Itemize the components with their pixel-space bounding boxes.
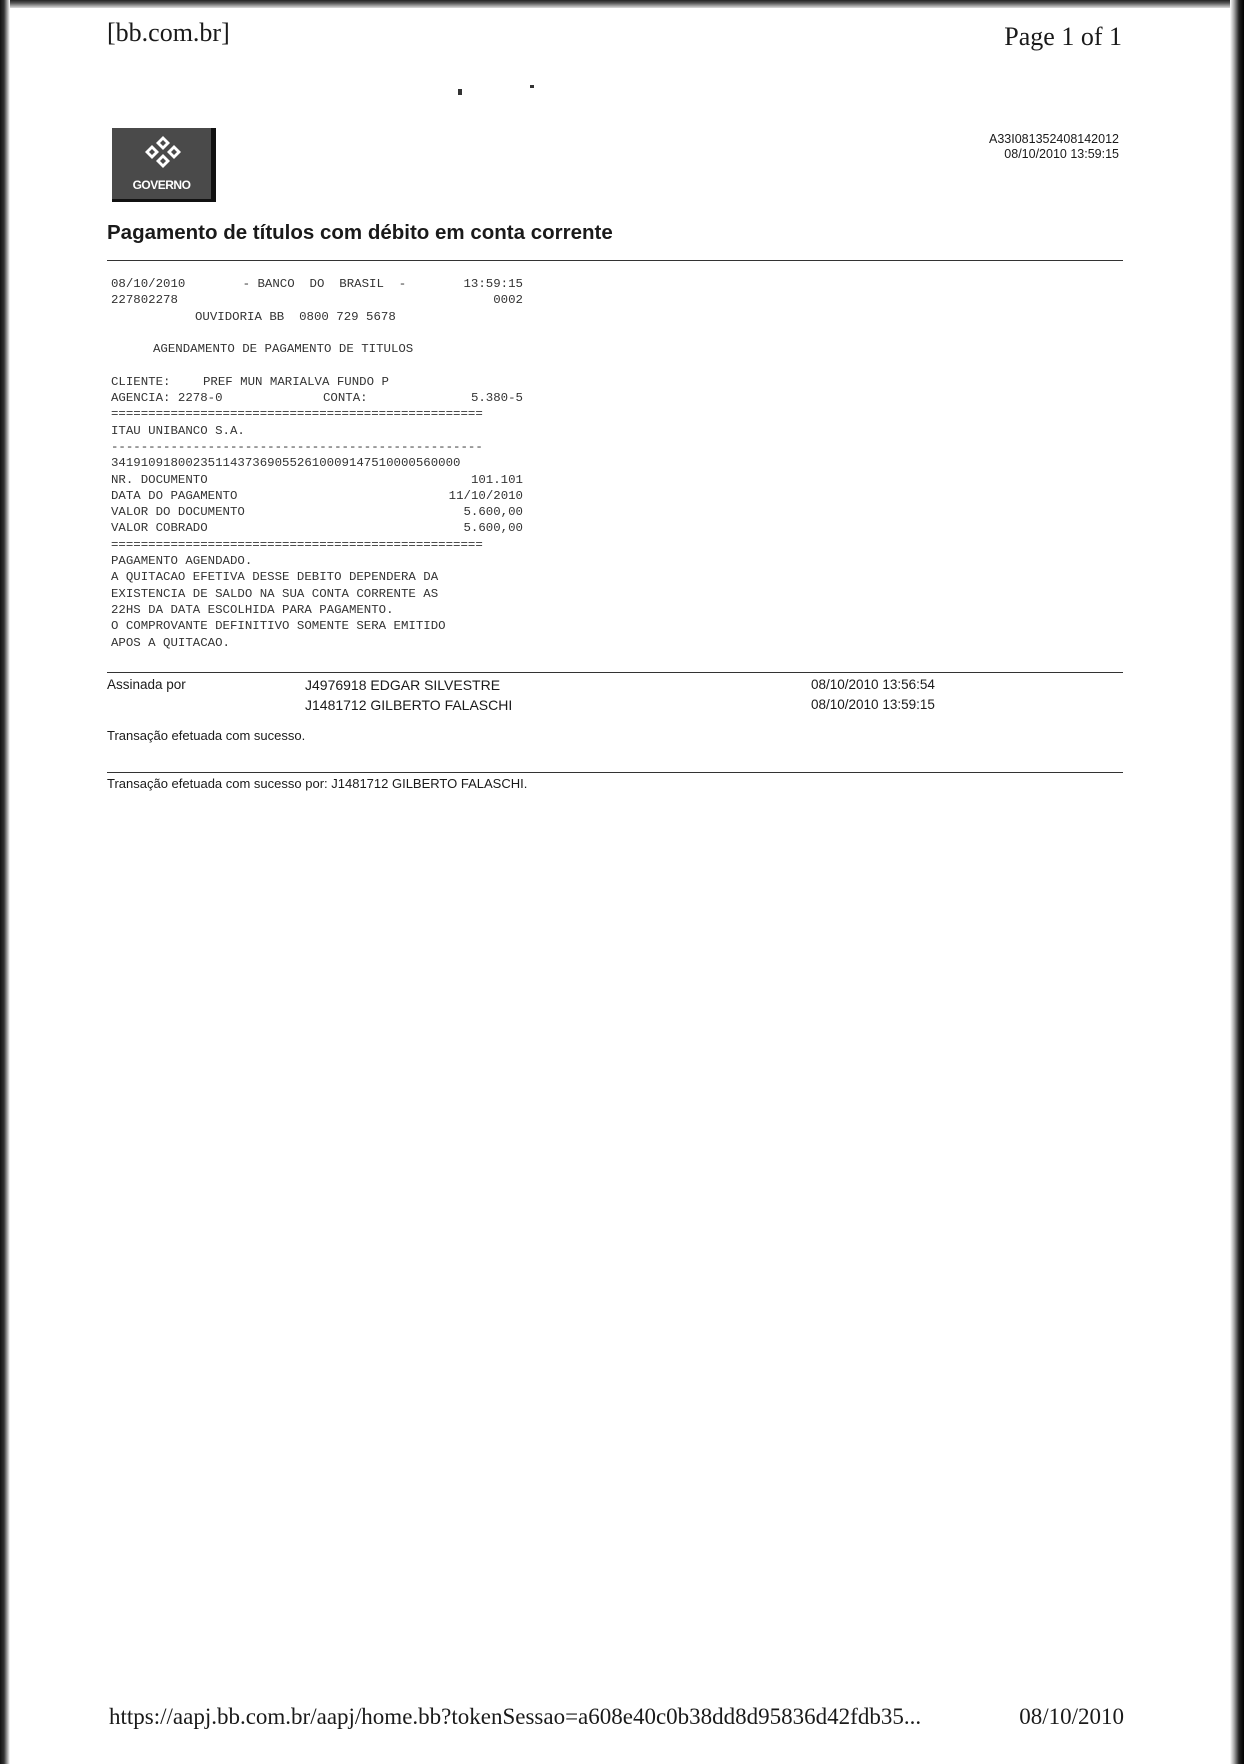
banco-do-brasil-governo-logo [112,128,216,202]
receipt-heading: AGENDAMENTO DE PAGAMENTO DE TITULOS [153,342,414,357]
bb-symbol-icon [142,134,184,170]
receipt-client-value: PREF MUN MARIALVA FUNDO P [203,374,389,389]
receipt-field-row [111,504,523,520]
document-datetime: 08/10/2010 13:59:15 [1004,147,1119,161]
print-footer-url: https://aapj.bb.com.br/aapj/home.bb?tokenSessao=a608e40c0b38dd8d95836d42fdb35... [109,1704,922,1729]
receipt-field-value: 5.600,00 [463,505,523,520]
receipt-double-rule: ================================================== [111,537,483,552]
receipt-field-value: 101.101 [470,472,523,487]
document-metadata [989,132,1119,162]
receipt-agency-row [111,390,523,406]
receipt-sequence: 0002 [493,293,523,308]
receipt-account-value: 5.380-5 [470,391,523,406]
receipt-field-label: NR. DOCUMENTO [111,472,208,487]
receipt-ombudsman: OUVIDORIA BB 0800 729 5678 [195,309,396,324]
receipt-double-rule: ================================================== [111,407,483,422]
receipt-field-row [111,488,523,504]
receipt-time: 13:59:15 [463,277,523,291]
receipt-note-line: A QUITACAO EFETIVA DESSE DEBITO DEPENDERA DA [111,570,439,585]
payment-receipt [111,276,523,651]
signature-datetimes [811,675,935,715]
receipt-field-row [111,472,523,488]
receipt-field-value: 5.600,00 [463,521,523,536]
receipt-terminal-row [111,292,523,308]
receipt-bank-name: - BANCO DO BRASIL - [242,277,407,291]
receipt-terminal: 227802278 [111,293,178,308]
print-header-page-count: Page 1 of 1 [1004,22,1122,51]
signer-name: J1481712 GILBERTO FALASCHI [305,697,513,713]
signer-names [305,675,512,715]
signatures-divider [107,672,1123,673]
logo-caption: GOVERNO [132,178,191,192]
scan-speck [458,89,462,95]
receipt-date: 08/10/2010 [111,277,186,291]
scan-speck [530,85,534,88]
document-id: A33I081352408142012 [989,132,1119,146]
receipt-field-row [111,520,523,536]
signed-by-label: Assinada por [107,677,186,692]
receipt-note-line: O COMPROVANTE DEFINITIVO SOMENTE SERA EMITIDO [111,619,446,634]
receipt-client-row [111,374,523,390]
scan-edge-left [0,0,10,1764]
print-header-site: [bb.com.br] [107,18,230,47]
receipt-account-label: CONTA: [323,391,368,406]
transaction-success-message: Transação efetuada com sucesso. [107,728,306,743]
receipt-field-label: VALOR COBRADO [111,521,208,536]
receipt-agency: AGENCIA: 2278-0 [111,391,223,406]
receipt-note-line: APOS A QUITACAO. [111,635,230,650]
receipt-note-line: 22HS DA DATA ESCOLHIDA PARA PAGAMENTO. [111,602,394,617]
final-status-divider [107,772,1123,773]
signer-name: J4976918 EDGAR SILVESTRE [305,677,501,693]
print-footer-date: 08/10/2010 [1019,1704,1124,1729]
title-divider [107,260,1123,261]
signature-datetime: 08/10/2010 13:59:15 [811,697,935,712]
receipt-payee: ITAU UNIBANCO S.A. [111,423,245,438]
receipt-barcode-number: 34191091800235114373690552610009147510000560000 [111,456,461,471]
page-title: Pagamento de títulos com débito em conta corrente [107,221,613,244]
scan-edge-right [1230,0,1244,1764]
receipt-client-label: CLIENTE: [111,374,171,389]
receipt-note-line: PAGAMENTO AGENDADO. [111,554,253,569]
receipt-single-rule: -------------------------------------------------- [111,439,483,454]
receipt-note-line: EXISTENCIA DE SALDO NA SUA CONTA CORRENTE AS [111,586,439,601]
receipt-field-value: 11/10/2010 [448,488,523,503]
signature-datetime: 08/10/2010 13:56:54 [811,677,935,692]
receipt-field-label: VALOR DO DOCUMENTO [111,505,245,520]
receipt-field-label: DATA DO PAGAMENTO [111,488,238,503]
receipt-header-row [111,276,523,292]
transaction-final-status: Transação efetuada com sucesso por: J1481712 GILBERTO FALASCHI. [107,776,528,791]
scan-edge-top [0,0,1244,8]
